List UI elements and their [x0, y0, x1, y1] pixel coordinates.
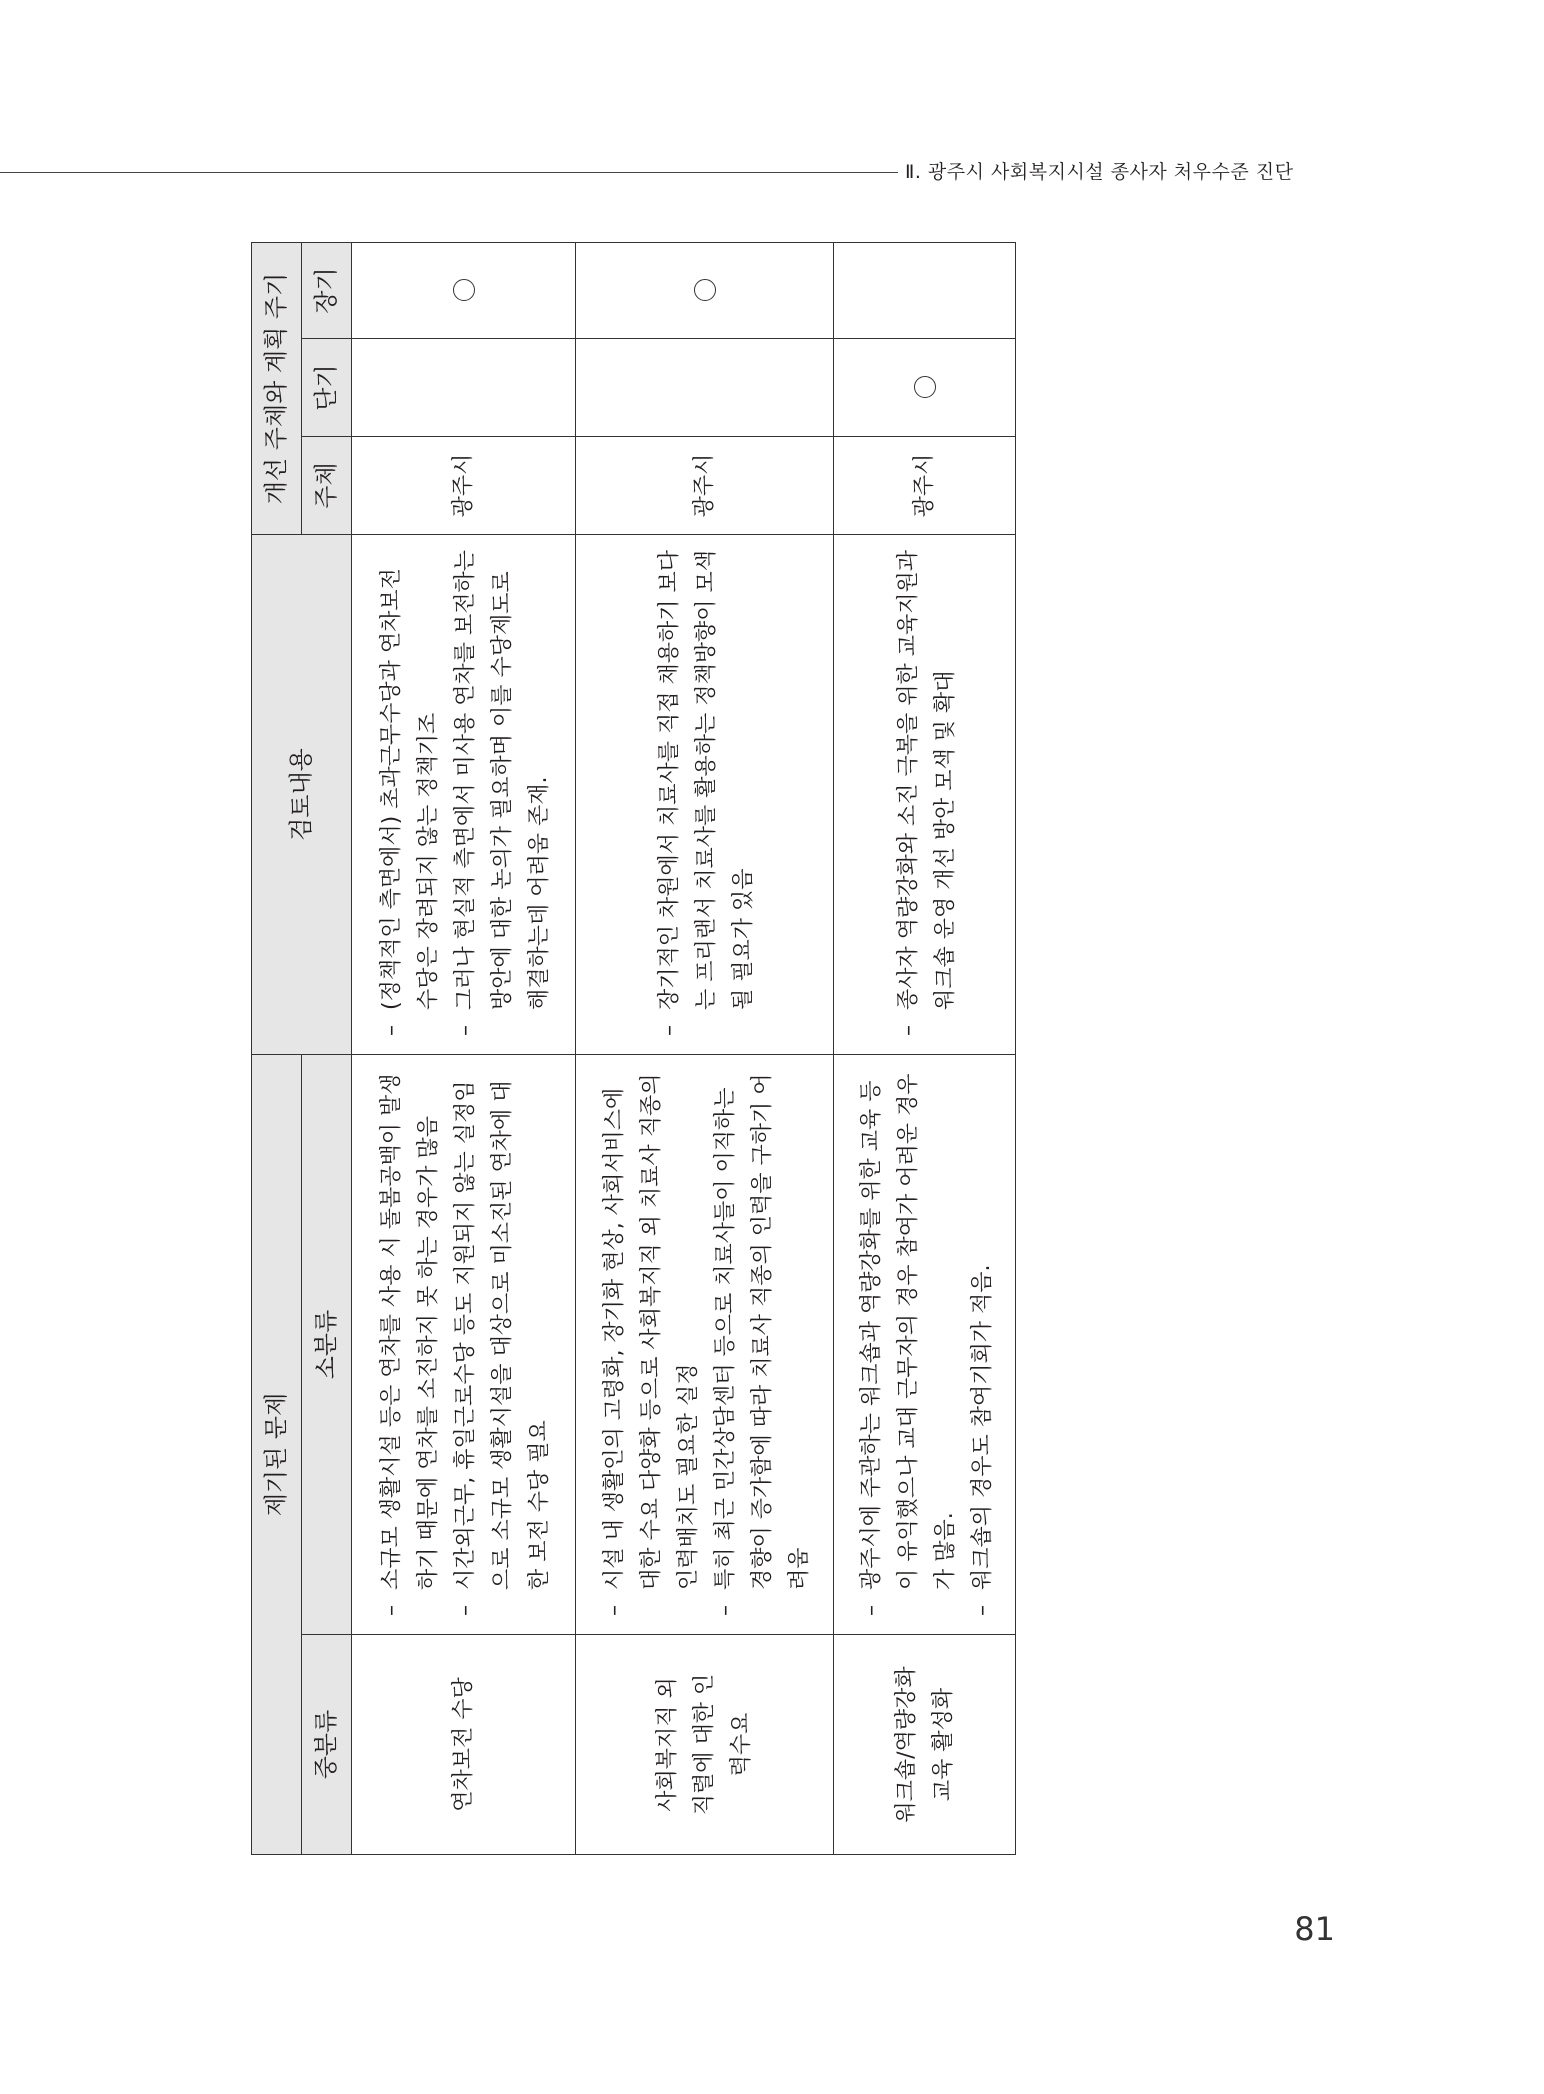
- table-row: [352, 243, 576, 1855]
- sub-category-cell: [352, 1055, 576, 1635]
- review-item: – 그러나 현실적 측면에서 미사용 연차를 보전하는 방안에 대한 논의가 필요하며 이를 수당제도로 해결하는데 어려움 존재.: [447, 549, 558, 1036]
- mid-category-cell: 사회복지직 외 직렬에 대한 인력수요: [576, 1635, 834, 1855]
- subject-cell: 광주시: [352, 437, 576, 535]
- header-rule: [0, 172, 898, 173]
- header-mid-category: 중분류: [302, 1635, 352, 1855]
- sub-item: – 특히 최근 민간상담센터 등으로 치료사들이 이직하는 경향이 증가함에 따라 치료사 직종의 인력을 구하기 어려움: [707, 1069, 818, 1616]
- rotated-table-container: [251, 243, 1015, 1855]
- header-subject: 주체: [302, 437, 352, 535]
- mid-category-cell: 연차보전 수당: [352, 1635, 576, 1855]
- review-item: – (정책적인 측면에서) 초과근무수당과 연차보전수당은 장려되지 않는 정책기조: [373, 549, 447, 1036]
- short-term-cell: [834, 339, 1016, 437]
- header-review: 검토내용: [252, 535, 352, 1055]
- long-term-cell: [576, 243, 834, 339]
- review-cell: [352, 535, 576, 1055]
- circle-mark-icon: [694, 280, 716, 302]
- sub-item: – 광주시에 주관하는 워크숍과 역량강화를 위한 교육 등이 유익했으나 교대 근무자의 경우 참여가 어려운 경우가 많음.: [853, 1069, 964, 1616]
- running-header: Ⅱ. 광주시 사회복지시설 종사자 처우수준 진단: [905, 161, 1294, 183]
- long-term-cell: [352, 243, 576, 339]
- table-row: [576, 243, 834, 1855]
- header-long-term: 장기: [302, 243, 352, 339]
- mid-category-cell: 워크숍/역량강화 교육 활성화: [834, 1635, 1016, 1855]
- table-row: [834, 243, 1016, 1855]
- sub-item: – 소규모 생활시설 등은 연차를 사용 시 돌봄공백이 발생하기 때문에 연차를 소진하지 못 하는 경우가 많음: [373, 1069, 447, 1616]
- sub-category-cell: [834, 1055, 1016, 1635]
- short-term-cell: [576, 339, 834, 437]
- header-row-1: [252, 243, 302, 1855]
- review-cell: [576, 535, 834, 1055]
- subject-cell: 광주시: [834, 437, 1016, 535]
- header-short-term: 단기: [302, 339, 352, 437]
- circle-mark-icon: [914, 377, 936, 399]
- review-item: – 장기적인 차원에서 치료사를 직접 채용하기 보다는 프리랜서 치료사를 활용하는 정책방향이 모색될 필요가 있음: [651, 549, 762, 1036]
- header-plan-group: 개선 주체와 계획 주기: [252, 243, 302, 535]
- long-term-cell: [834, 243, 1016, 339]
- circle-mark-icon: [453, 280, 475, 302]
- sub-item: – 워크숍의 경우도 참여기회가 적음.: [964, 1069, 1001, 1616]
- sub-category-cell: [576, 1055, 834, 1635]
- issue-review-table: [251, 242, 1016, 1855]
- page-number: 81: [1294, 1910, 1335, 1948]
- short-term-cell: [352, 339, 576, 437]
- review-cell: [834, 535, 1016, 1055]
- sub-item: – 시설 내 생활인의 고령화, 장기화 현상, 사회서비스에 대한 수요 다양화 등으로 사회복지직 외 치료사 직종의 인력배치도 필요한 실정: [596, 1069, 707, 1616]
- review-item: – 종사자 역량강화와 소진 극복을 위한 교육지원과 워크숍 운영 개선 방안 모색 및 확대: [890, 549, 964, 1036]
- header-problem-group: 제기된 문제: [252, 1055, 302, 1855]
- sub-item: – 시간외근무, 휴일근로수당 등도 지원되지 않는 실정임으로 소규모 생활시설을 대상으로 미소진된 연차에 대한 보전 수당 필요: [447, 1069, 558, 1616]
- header-sub-category: 소분류: [302, 1055, 352, 1635]
- subject-cell: 광주시: [576, 437, 834, 535]
